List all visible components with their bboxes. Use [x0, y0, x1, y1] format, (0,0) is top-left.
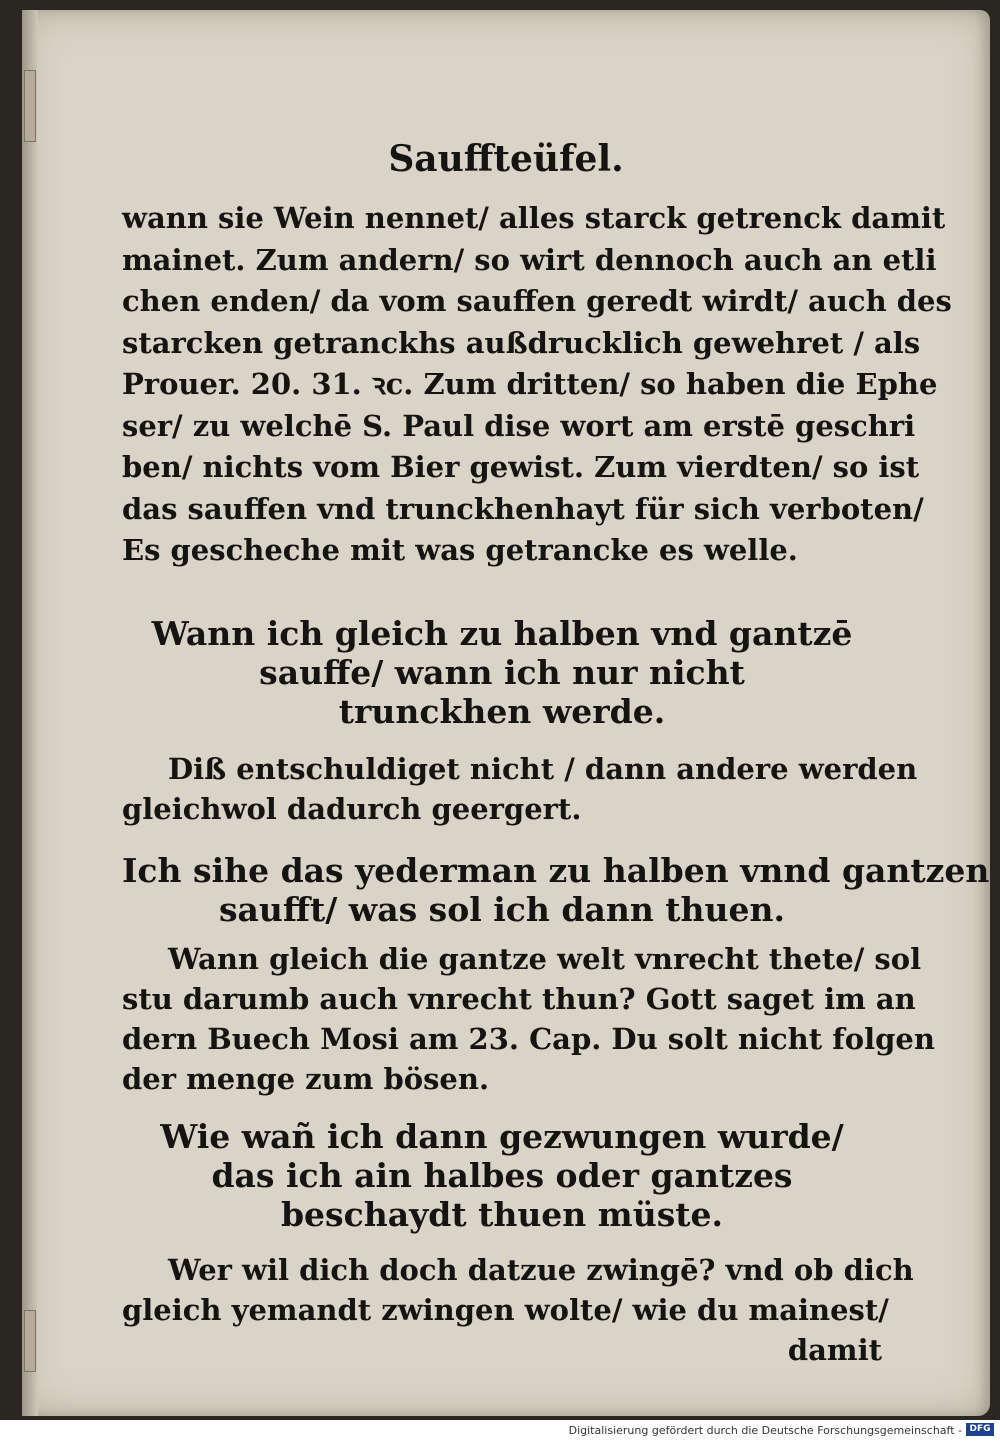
text-line: der menge zum bösen. [122, 1061, 490, 1096]
text-line: starcken getranckhs außdrucklich gewehret / als [122, 325, 921, 360]
text-line: Wer wil dich doch datzue zwingē? vnd ob dich [168, 1252, 914, 1287]
spine-tab-mark [24, 1310, 36, 1372]
text-line: beschaydt thuen müste. [280, 1194, 724, 1234]
question-heading-1 [122, 614, 882, 731]
text-line: ser/ zu welchē S. Paul dise wort am erstē geschri [122, 408, 916, 443]
spine-tab-mark [24, 70, 36, 142]
answer-paragraph-2 [122, 939, 935, 1099]
digitization-footer [0, 1420, 1000, 1441]
text-line: Wann gleich die gantze welt vnrecht thete/ sol [168, 941, 922, 976]
text-line: Ich sihe das yederman zu halben vnnd gantzen [122, 850, 990, 890]
text-line: Es gescheche mit was getrancke es welle. [122, 533, 798, 567]
answer-paragraph-3 [122, 1250, 914, 1370]
book-page [22, 10, 990, 1416]
text-line: ben/ nichts vom Bier gewist. Zum vierdten/ so ist [122, 450, 920, 484]
text-block [122, 198, 990, 1370]
text-line: das ich ain halbes oder gantzes [211, 1155, 793, 1195]
text-line: mainet. Zum andern/ so wirt dennoch auch an etli [122, 242, 937, 277]
answer-paragraph-1 [122, 749, 918, 829]
text-line: saufft/ was sol ich dann thuen. [218, 889, 786, 929]
text-line: dern Buech Mosi am 23. Cap. Du solt nicht folgen [122, 1021, 935, 1056]
text-line: trunckhen werde. [338, 691, 666, 731]
text-line: Wie wañ ich dann gezwungen wurde/ [160, 1116, 844, 1156]
text-line: das sauffen vnd trunckhenhayt für sich verboten/ [122, 491, 924, 526]
text-line: Wann ich gleich zu halben vnd gantzē [151, 613, 853, 653]
text-line: wann sie Wein nennet/ alles starck getrenck damit [122, 201, 946, 235]
question-heading-2 [122, 850, 990, 929]
footer-credit-text: Digitalisierung gefördert durch die Deutsche Forschungsgemeinschaft - [568, 1424, 962, 1437]
text-line: stu darumb auch vnrecht thun? Gott saget im an [122, 981, 916, 1016]
text-line: gleichwol dadurch geergert. [122, 791, 582, 826]
catchword: damit [787, 1332, 882, 1367]
text-line: sauffe/ wann ich nur nicht [259, 652, 745, 692]
book-spine [22, 10, 38, 1416]
question-heading-3 [122, 1117, 882, 1234]
text-line: Diß entschuldiget nicht / dann andere werden [168, 751, 918, 786]
dfg-logo-icon: DFG [966, 1423, 994, 1436]
text-line: chen enden/ da vom sauffen geredt wirdt/ auch des [122, 284, 952, 318]
text-line: Prouer. 20. 31. ꝛc. Zum dritten/ so haben die Ephe [122, 367, 938, 401]
running-head: Sauffteüfel. [388, 138, 624, 180]
text-line: gleich yemandt zwingen wolte/ wie du mainest/ [122, 1292, 889, 1327]
paragraph-continuation [122, 198, 952, 572]
